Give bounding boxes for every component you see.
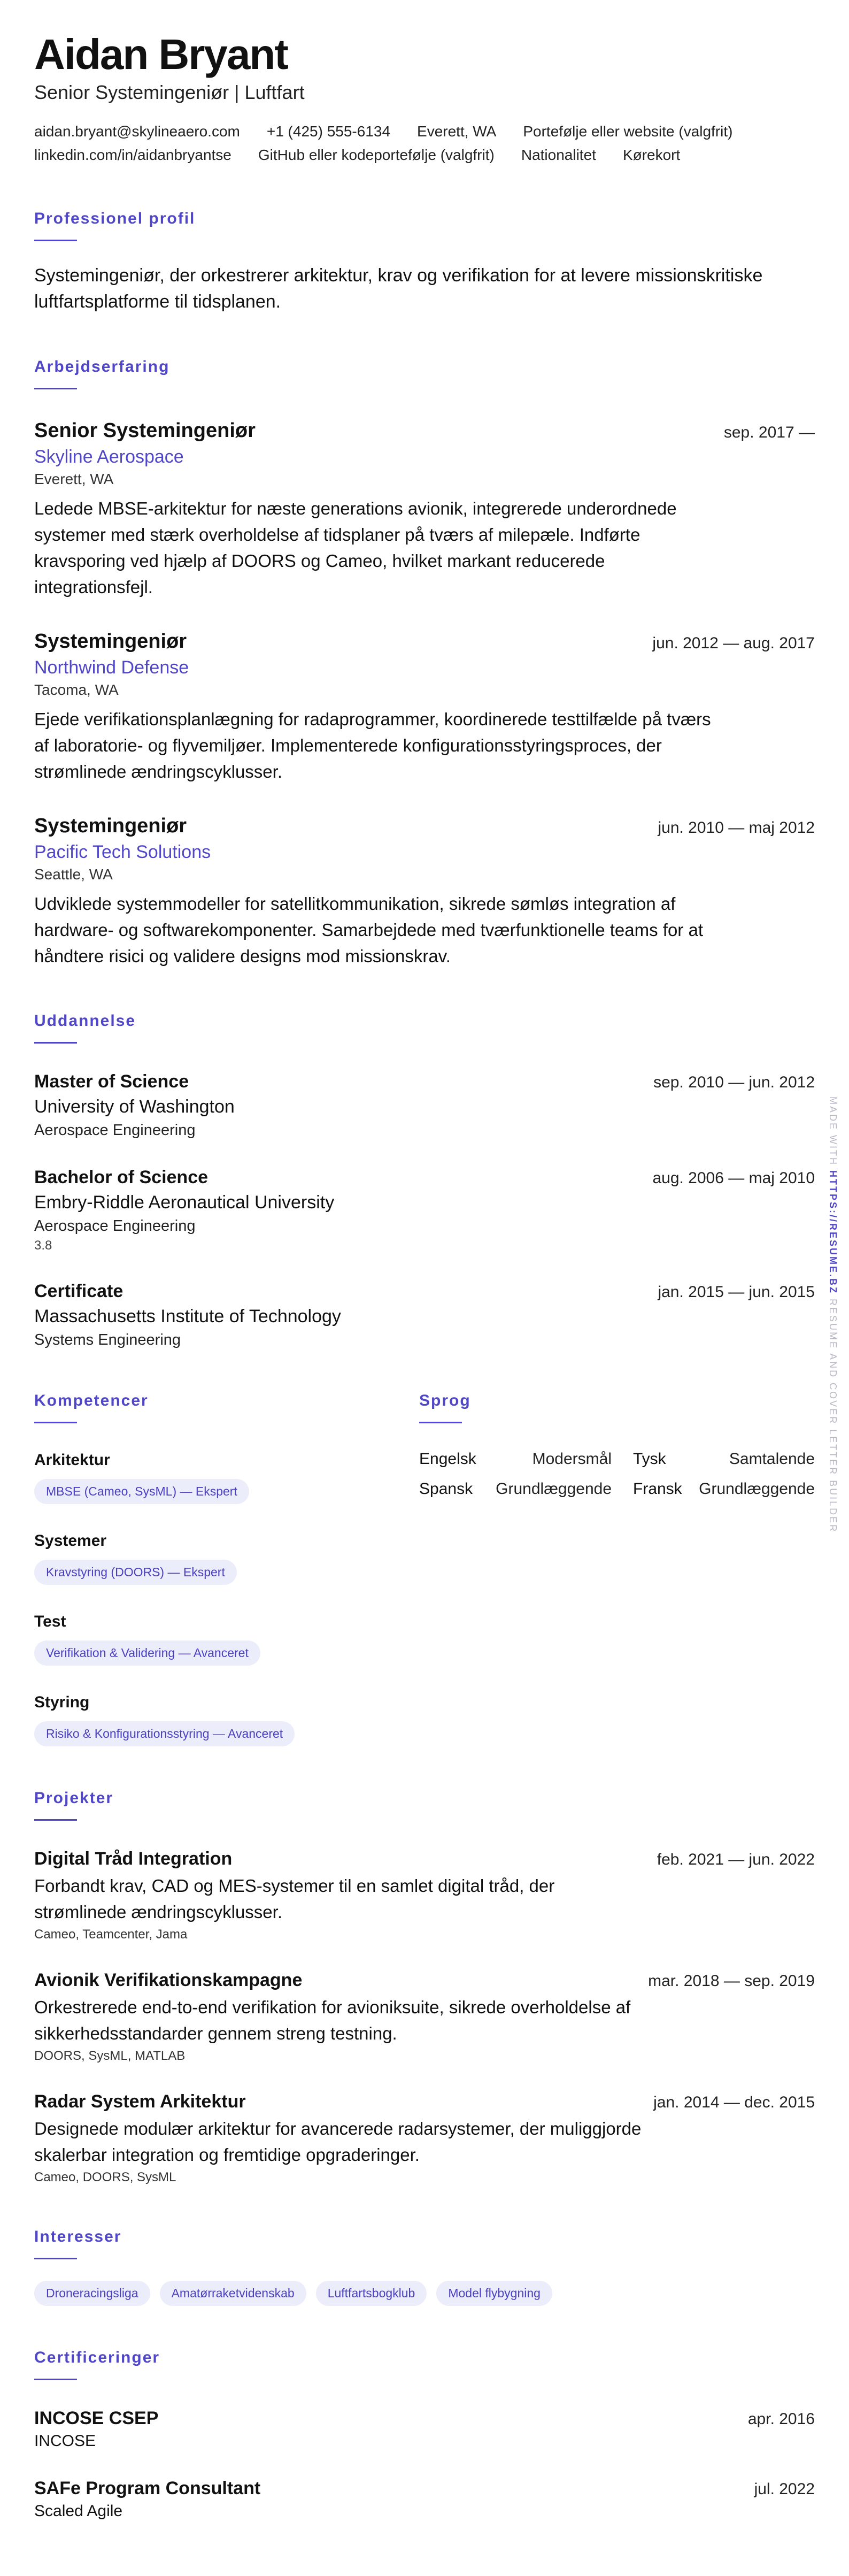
education-item (34, 1071, 815, 1139)
language-level: Samtalende (729, 1450, 815, 1468)
projects-section (34, 1789, 815, 2185)
skill-name: Systemer (34, 1532, 107, 1550)
section-title: Arbejdserfaring (34, 358, 170, 375)
skill-name: Styring (34, 1693, 90, 1711)
experience-item (34, 630, 815, 785)
contact-license: Kørekort (622, 147, 681, 163)
education-school: Embry-Riddle Aeronautical University (34, 1192, 335, 1213)
project-description: Designede modulær arkitektur for avancerede radarsystemer, der muliggjorde skalerbar integration og fremtidige opgraderinger. (34, 2119, 642, 2165)
project-title: Digital Tråd Integration (34, 1849, 233, 1869)
experience-location: Everett, WA (34, 471, 114, 487)
skill-name: Test (34, 1613, 66, 1630)
project-description: Forbandt krav, CAD og MES-systemer til en samlet digital tråd, der strømlinede ændringscyklusser. (34, 1876, 555, 1922)
section-rule (34, 1422, 77, 1423)
experience-description: Udviklede systemmodeller for satellitkommunikation, sikrede sømløs integration af hardware- og softwarekomponenter. Samarbejdede med tværfunktionelle teams for at håndtere risici og validere designs mod missionskrav. (34, 894, 703, 966)
profile-text: Systemingeniør, der orkestrerer arkitektur, krav og verifikation for at levere missionskritiske luftfartsplatforme til tidsplanen. (34, 265, 763, 312)
skills-section (34, 1392, 419, 1746)
contact-phone[interactable]: +1 (425) 555-6134 (266, 123, 391, 140)
language-level: Grundlæggende (496, 1480, 612, 1498)
certification-name: INCOSE CSEP (34, 2408, 159, 2428)
interest-tag: Droneracingsliga (34, 2281, 150, 2306)
language-level: Modersmål (532, 1450, 612, 1468)
experience-dates: jun. 2012 — aug. 2017 (652, 634, 815, 652)
interest-list (34, 2281, 815, 2306)
experience-item (34, 815, 815, 969)
section-rule (419, 1422, 462, 1423)
language-item (419, 1480, 612, 1498)
job-title: Senior Systemingeniør | Luftfart (34, 81, 305, 103)
section-title: Projekter (34, 1789, 114, 1807)
contact-linkedin[interactable]: linkedin.com/in/aidanbryantse (34, 147, 231, 163)
interest-tag: Amatørraketvidenskab (160, 2281, 306, 2306)
interests-section (34, 2228, 815, 2306)
certification-issuer: INCOSE (34, 2432, 96, 2450)
interest-tag: Luftfartsbogklub (316, 2281, 427, 2306)
section-rule (34, 2258, 77, 2259)
education-section (34, 1012, 815, 1349)
certification-issuer: Scaled Agile (34, 2502, 123, 2520)
project-dates: feb. 2021 — jun. 2022 (657, 1851, 815, 1868)
section-title: Professionel profil (34, 210, 196, 227)
project-tools: DOORS, SysML, MATLAB (34, 2049, 186, 2063)
experience-dates: jun. 2010 — maj 2012 (658, 819, 815, 837)
project-description: Orkestrerede end-to-end verifikation for avioniksuite, sikrede overholdelse af sikkerhedsstandarder gennem streng testning. (34, 1997, 631, 2043)
language-item (633, 1450, 815, 1468)
section-title: Certificeringer (34, 2349, 160, 2366)
project-title: Radar System Arkitektur (34, 2091, 246, 2112)
language-row (419, 1480, 815, 1498)
education-field: Aerospace Engineering (34, 1217, 196, 1235)
certification-date: apr. 2016 (747, 2410, 815, 2428)
experience-location: Seattle, WA (34, 866, 113, 883)
profile-section (34, 210, 815, 315)
skill-group (34, 1451, 419, 1504)
language-row (419, 1450, 815, 1468)
experience-role: Systemingeniør (34, 815, 187, 837)
certification-date: jul. 2022 (754, 2480, 815, 2498)
experience-description: Ledede MBSE-arkitektur for næste generations avionik, integrerede underordnede systemer med stærk overholdelse af tidsplaner på tværs af milepæle. Indførte kravsporing ved hjælp af DOORS og Cameo, hvilket markant reducerede integrationsfejl. (34, 499, 677, 597)
skill-group (34, 1532, 419, 1585)
section-rule (34, 2379, 77, 2380)
language-name: Tysk (633, 1450, 666, 1468)
made-with-watermark (827, 1097, 838, 1533)
experience-item (34, 419, 815, 600)
candidate-name: Aidan Bryant (34, 30, 288, 78)
language-name: Spansk (419, 1480, 473, 1498)
section-title: Kompetencer (34, 1392, 149, 1409)
project-title: Avionik Verifikationskampagne (34, 1970, 303, 1990)
language-level: Grundlæggende (699, 1480, 815, 1498)
project-item (34, 2091, 815, 2185)
education-item (34, 1167, 815, 1253)
section-rule (34, 240, 77, 241)
certification-name: SAFe Program Consultant (34, 2478, 261, 2498)
experience-dates: sep. 2017 — (723, 424, 815, 441)
certifications-section (34, 2349, 815, 2520)
certification-item (34, 2408, 815, 2450)
section-rule (34, 1819, 77, 1821)
language-item (633, 1480, 815, 1498)
experience-location: Tacoma, WA (34, 681, 119, 698)
section-title: Uddannelse (34, 1012, 136, 1030)
languages-section (419, 1392, 815, 1746)
project-item (34, 1849, 815, 1942)
skill-tag: Kravstyring (DOORS) — Ekspert (34, 1560, 237, 1585)
skill-tag: Risiko & Konfigurationsstyring — Avanceret (34, 1721, 295, 1746)
language-name: Fransk (633, 1480, 682, 1498)
experience-description: Ejede verifikationsplanlægning for radaprogrammer, koordinerede testtilfælde på tværs af laboratorie- og flyvemiljøer. Implementerede konfigurationsstyringsproces, der strømlinede ændringscyklusser. (34, 709, 711, 781)
resume-page (34, 32, 815, 2520)
interest-tag: Model flybygning (436, 2281, 552, 2306)
experience-section (34, 358, 815, 969)
section-title: Sprog (419, 1392, 471, 1409)
skills-languages-row (34, 1392, 815, 1746)
education-item (34, 1281, 815, 1349)
contact-github[interactable]: GitHub eller kodeportefølje (valgfrit) (258, 147, 495, 163)
project-item (34, 1970, 815, 2064)
education-degree: Certificate (34, 1281, 124, 1301)
education-dates: aug. 2006 — maj 2010 (652, 1169, 815, 1187)
contact-nationality: Nationalitet (521, 147, 596, 163)
skill-name: Arkitektur (34, 1451, 110, 1469)
watermark-link[interactable]: HTTPS://RESUME.BZ (828, 1170, 838, 1295)
certification-item (34, 2478, 815, 2520)
project-tools: Cameo, Teamcenter, Jama (34, 1927, 188, 1942)
project-dates: jan. 2014 — dec. 2015 (653, 2094, 815, 2111)
contact-info (34, 120, 815, 167)
education-field: Aerospace Engineering (34, 1122, 196, 1139)
skill-group (34, 1693, 419, 1746)
experience-role: Senior Systemingeniør (34, 419, 256, 442)
section-rule (34, 1042, 77, 1044)
experience-role: Systemingeniør (34, 630, 187, 653)
education-school: University of Washington (34, 1097, 235, 1117)
contact-website[interactable]: Portefølje eller website (valgfrit) (523, 123, 733, 140)
experience-company: Pacific Tech Solutions (34, 842, 211, 862)
education-field: Systems Engineering (34, 1331, 181, 1348)
education-dates: sep. 2010 — jun. 2012 (653, 1074, 815, 1091)
project-tools: Cameo, DOORS, SysML (34, 2170, 176, 2184)
section-title: Interesser (34, 2228, 122, 2245)
skill-group (34, 1613, 419, 1666)
education-gpa: 3.8 (34, 1238, 52, 1253)
education-degree: Master of Science (34, 1071, 189, 1092)
education-dates: jan. 2015 — jun. 2015 (658, 1283, 815, 1301)
education-degree: Bachelor of Science (34, 1167, 209, 1187)
project-dates: mar. 2018 — sep. 2019 (648, 1972, 815, 1990)
skill-tag: MBSE (Cameo, SysML) — Ekspert (34, 1479, 249, 1504)
experience-company: Northwind Defense (34, 657, 189, 678)
skill-tag: Verifikation & Validering — Avanceret (34, 1640, 260, 1666)
contact-location: Everett, WA (417, 123, 497, 140)
education-school: Massachusetts Institute of Technology (34, 1306, 341, 1327)
section-rule (34, 388, 77, 389)
contact-email[interactable]: aidan.bryant@skylineaero.com (34, 123, 240, 140)
language-name: Engelsk (419, 1450, 476, 1468)
watermark-suffix: RESUME AND COVER LETTER BUILDER (828, 1299, 838, 1534)
experience-company: Skyline Aerospace (34, 447, 184, 467)
watermark-prefix: MADE WITH (828, 1097, 838, 1166)
language-item (419, 1450, 612, 1468)
